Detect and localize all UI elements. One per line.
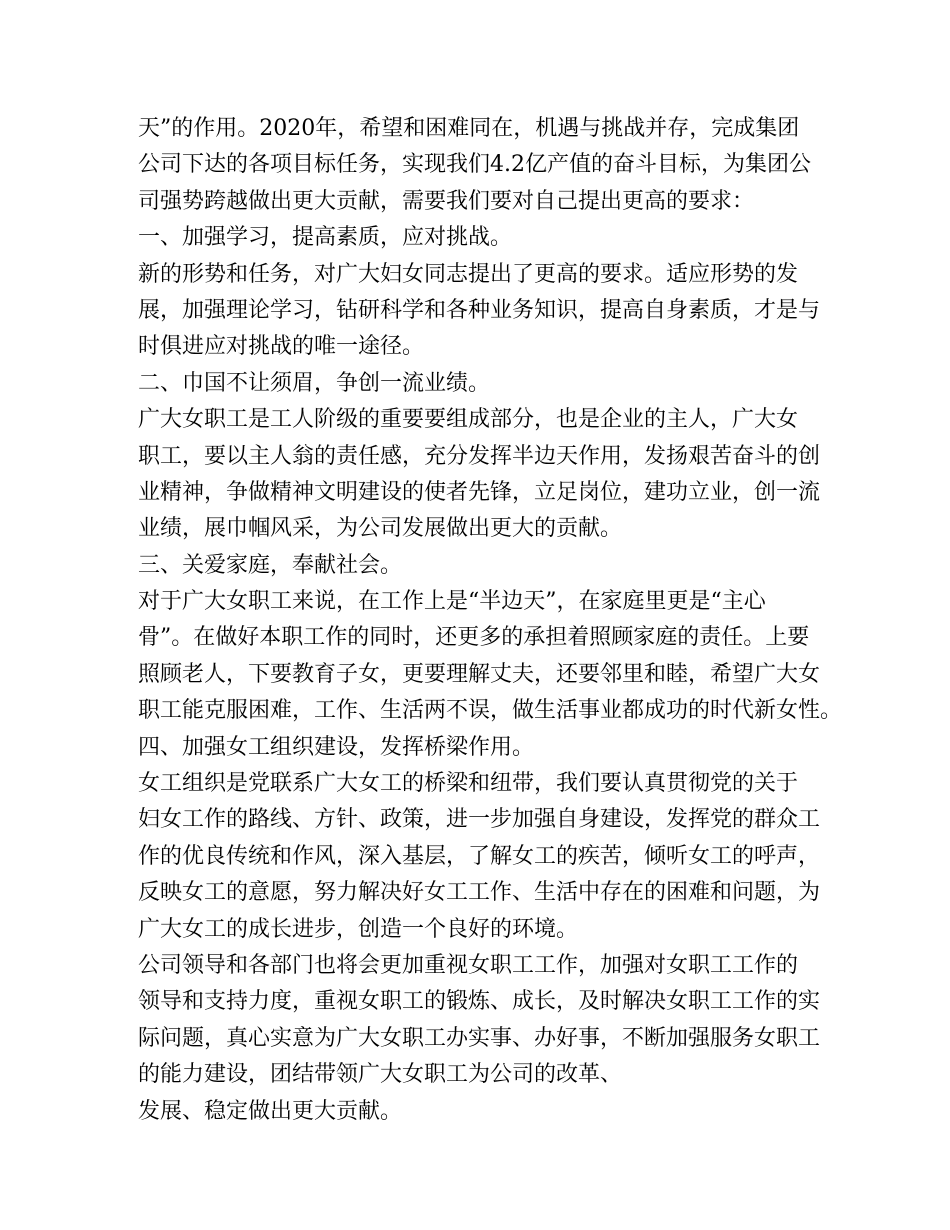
- text-line: 广大女职工是工人阶级的重要要组成部分，也是企业的主人，广大女: [138, 407, 799, 433]
- text-line: 发展、稳定做出更大贡献。: [138, 1098, 403, 1124]
- section-heading-3: 三、关爱家庭，奉献社会。: [138, 552, 403, 578]
- text-line: 女工组织是党联系广大女工的桥梁和纽带，我们要认真贯彻党的关于: [138, 771, 799, 797]
- text-line: 的能力建设，团结带领广大女职工为公司的改革、: [138, 1062, 623, 1088]
- text-line: 广大女工的成长进步，创造一个良好的环境。: [138, 916, 579, 942]
- text-line: 天”的作用。2020年，希望和困难同在，机遇与挑战并存，完成集团: [138, 116, 800, 141]
- text-line: 公司下达的各项目标任务，实现我们4.2亿产值的奋斗目标，为集团公: [138, 152, 811, 178]
- text-line: 照顾老人，下要教育子女，更要理解丈夫，还要邻里和睦，希望广大女: [138, 661, 821, 687]
- text-line: 对于广大女职工来说，在工作上是“半边天”，在家庭里更是“主心: [138, 589, 766, 615]
- text-line: 际问题，真心实意为广大女职工办实事、办好事，不断加强服务女职工: [138, 1025, 821, 1051]
- text-line: 业精神，争做精神文明建设的使者先锋，立足岗位，建功立业，创一流: [138, 479, 821, 505]
- text-line: 业绩，展巾帼风采，为公司发展做出更大的贡献。: [138, 516, 623, 542]
- text-line: 妇女工作的路线、方针、政策，进一步加强自身建设，发挥党的群众工: [138, 807, 821, 833]
- text-line: 反映女工的意愿，努力解决好女工工作、生活中存在的困难和问题，为: [138, 880, 821, 906]
- document-body: [138, 111, 843, 1130]
- section-heading-4: 四、加强女工组织建设，发挥桥梁作用。: [138, 734, 535, 760]
- text-line: 骨”。在做好本职工作的同时，还更多的承担着照顾家庭的责任。上要: [138, 625, 810, 651]
- text-line: 公司领导和各部门也将会更加重视女职工工作，加强对女职工工作的: [138, 952, 799, 978]
- text-line: 职工能克服困难，工作、生活两不误，做生活事业都成功的时代新女性。: [138, 698, 843, 724]
- text-line: 展，加强理论学习，钻研科学和各种业务知识，提高自身素质，才是与: [138, 297, 821, 323]
- text-line: 领导和支持力度，重视女职工的锻炼、成长，及时解决女职工工作的实: [138, 989, 821, 1015]
- section-heading-2: 二、巾国不让须眉，争创一流业绩。: [138, 370, 491, 396]
- text-line: 新的形势和任务，对广大妇女同志提出了更高的要求。适应形势的发: [138, 261, 799, 287]
- text-line: 司强势跨越做出更大贡献，需要我们要对自己提出更高的要求：: [138, 188, 755, 214]
- section-heading-1: 一、加强学习，提高素质，应对挑战。: [138, 225, 513, 251]
- text-line: 职工，要以主人翁的责任感，充分发挥半边天作用，发扬艰苦奋斗的创: [138, 443, 821, 469]
- text-line: 作的优良传统和作风，深入基层，了解女工的疾苦，倾听女工的呼声，: [138, 843, 821, 869]
- text-line: 时俱进应对挑战的唯一途径。: [138, 334, 425, 360]
